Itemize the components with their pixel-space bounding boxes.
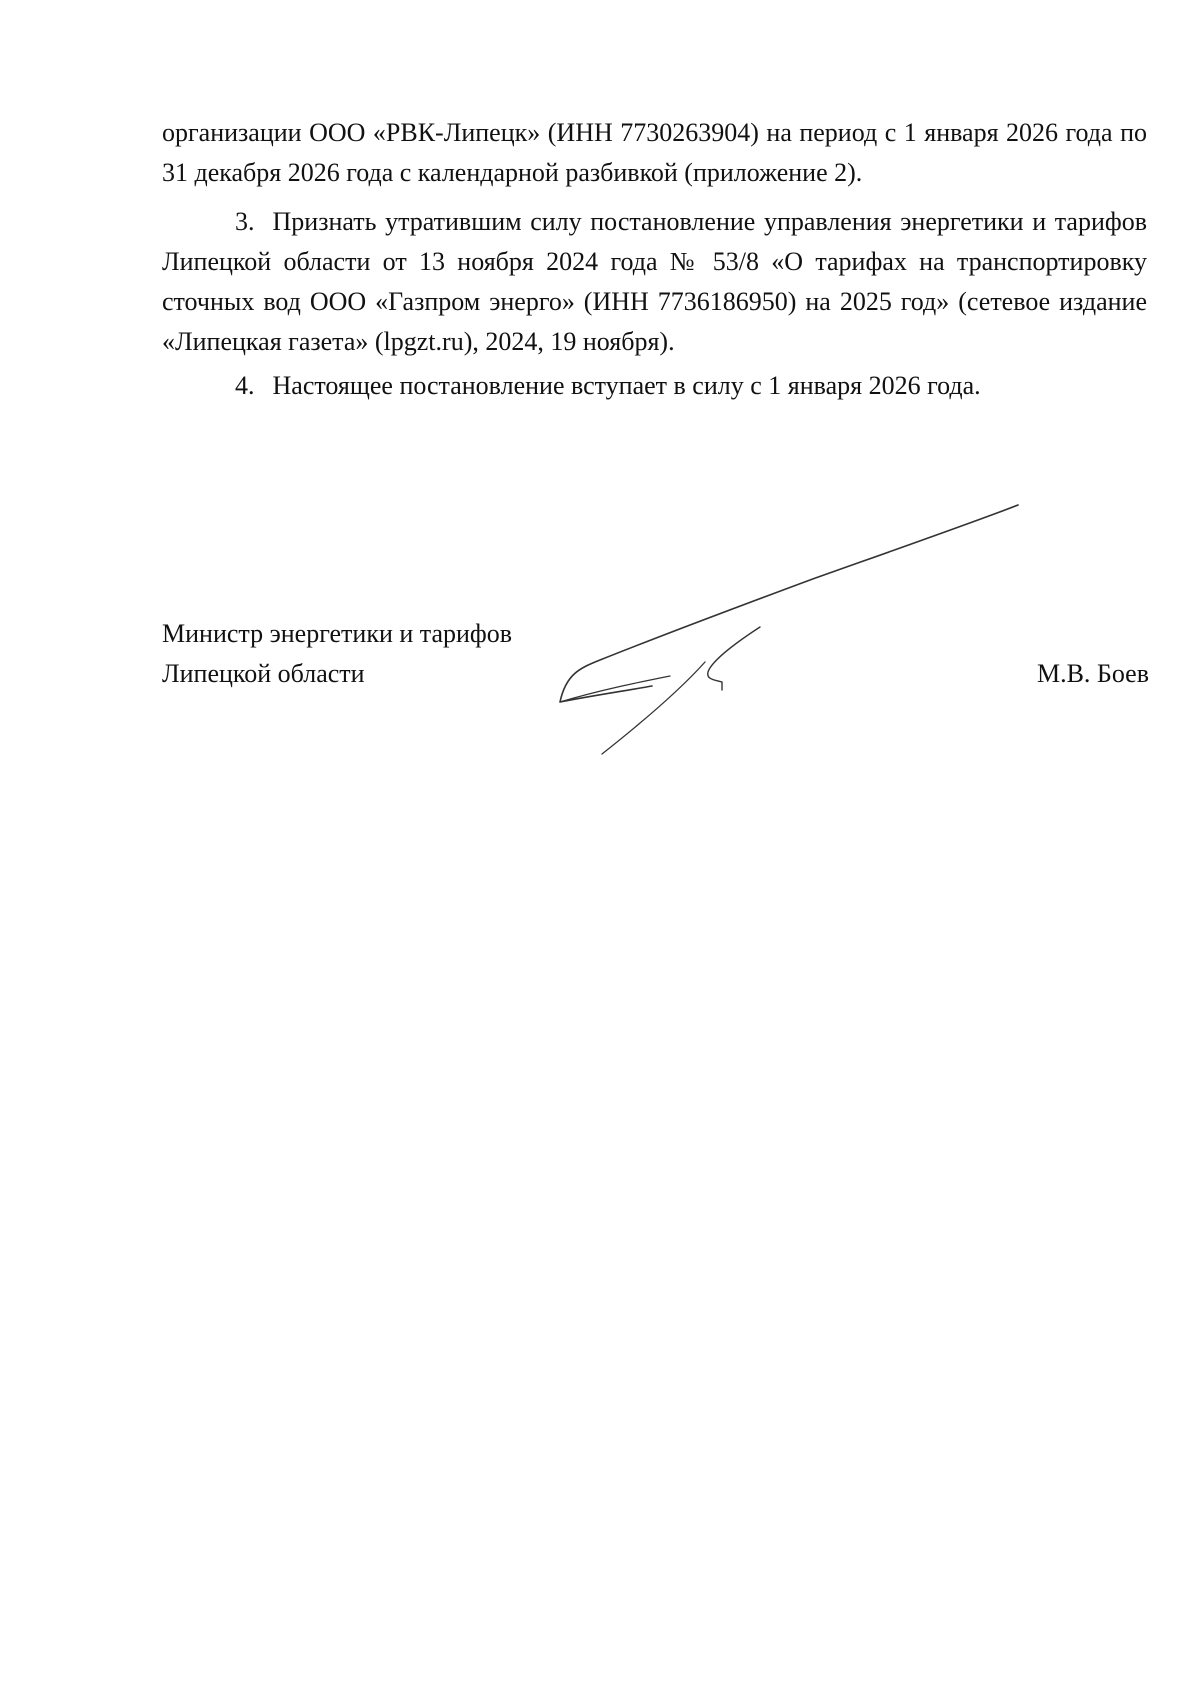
item-3-text: Признать утратившим силу постановление управления энергетики и тарифов Липецкой области от 13 ноября 2024 года № 53/8 «О тарифах на транспортировку сточных вод ООО «Газпром энерго» (ИНН 7736186950) на 2025 год» (сетевое издание «Липецкая газета» (lpgzt.ru), 2024, 19 ноября).	[162, 207, 1147, 356]
paragraph-continuation: организации ООО «РВК-Липецк» (ИНН 7730263904) на период с 1 января 2026 года по 31 декабря 2026 года с календарной разбивкой (приложение 2).	[162, 118, 1147, 187]
position-line-2: Липецкой области	[162, 659, 365, 688]
item-4-text: Настоящее постановление вступает в силу с 1 января 2026 года.	[272, 371, 981, 400]
handwritten-signature	[0, 0, 1200, 800]
item-4-number: 4.	[235, 371, 255, 400]
item-3-number: 3.	[235, 207, 255, 236]
signatory-name: М.В. Боев	[1036, 659, 1149, 688]
position-line-1: Министр энергетики и тарифов	[162, 619, 513, 648]
